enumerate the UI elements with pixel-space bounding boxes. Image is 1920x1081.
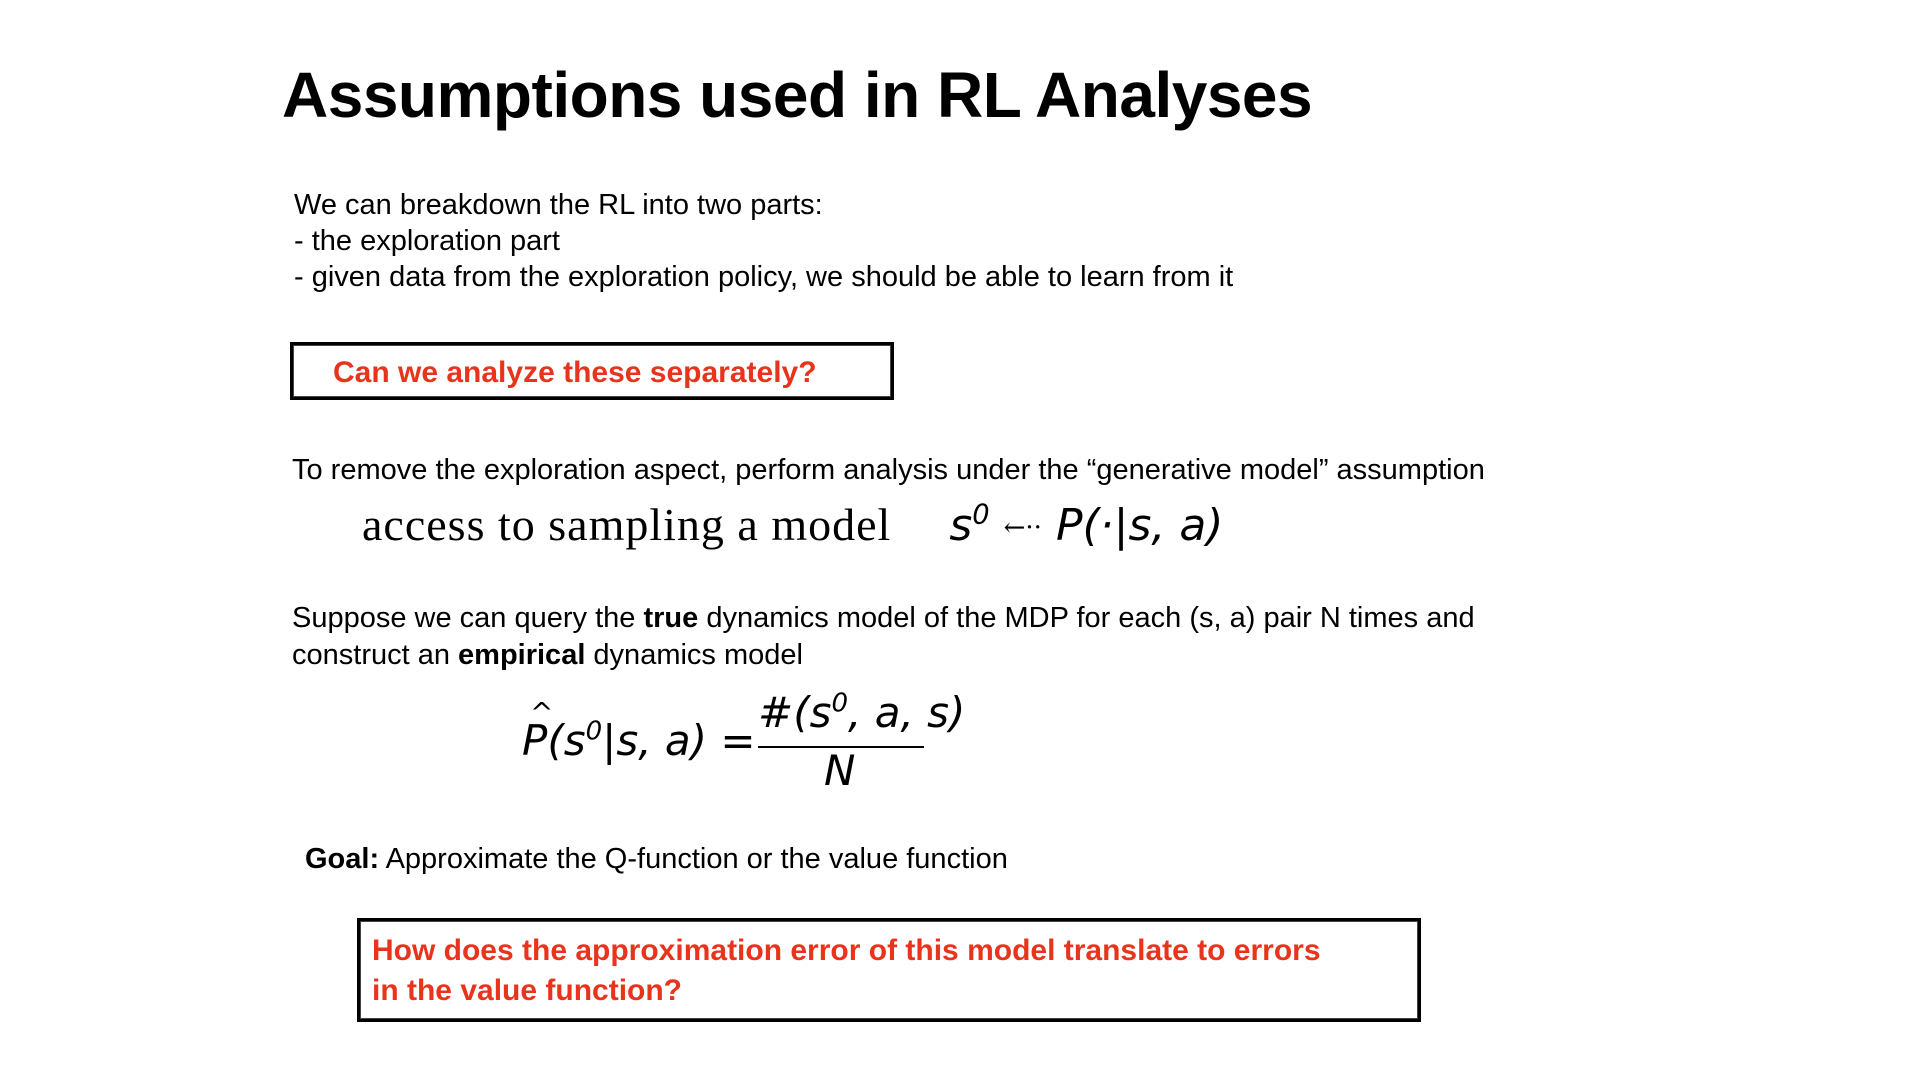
slide-title: Assumptions used in RL Analyses [282, 59, 1313, 131]
formula-denominator: N [824, 746, 856, 795]
callout-box-approximation-error [357, 918, 1421, 1022]
query-line2-pre: construct an [292, 639, 459, 671]
query-mid: dynamics model of the MDP for each (s, a) pair N times and [698, 602, 1475, 634]
query-bold-empirical: empirical [458, 639, 586, 671]
query-line2-post: dynamics model [585, 639, 803, 671]
query-bold-true: true [643, 602, 699, 634]
callout-text-approximation-error [372, 931, 1321, 1011]
formula-lhs-open: (s [547, 716, 586, 765]
numerator-superscript: 0 [831, 688, 849, 719]
callout-text-separately: Can we analyze these separately? [333, 356, 817, 389]
transition-distribution: P(·|s, a) [1055, 500, 1224, 551]
generative-model-text: To remove the exploration aspect, perform analysis under the “generative model” assumption [292, 454, 1485, 486]
goal-label: Goal: [305, 843, 380, 875]
next-state-s: s [949, 500, 973, 551]
callout2-line-1: How does the approximation error of this model translate to errors [372, 934, 1321, 967]
p-hat: ^ P [522, 716, 547, 765]
generative-formula-line [362, 498, 1223, 551]
query-line-1 [292, 600, 1475, 637]
sampling-arrow-icon: ←·· [1003, 513, 1042, 544]
goal-description: Approximate the Q-function or the value function [379, 843, 1008, 875]
query-line-2 [292, 637, 1475, 674]
formula-numerator [758, 688, 965, 737]
formula-lhs-superscript: 0 [585, 716, 603, 747]
callout2-line-2: in the value function? [372, 974, 683, 1007]
intro-line-3: - given data from the exploration policy, we should be able to learn from it [294, 261, 1234, 293]
intro-text [294, 187, 1233, 295]
formula-lhs-rest: |s, a) = [602, 716, 756, 765]
next-state-superscript: 0 [972, 499, 990, 531]
callout-box-separately [290, 342, 894, 400]
numerator-rest: , a, s) [848, 688, 966, 737]
empirical-model-formula [522, 688, 966, 798]
query-pre: Suppose we can query the [292, 602, 644, 634]
numerator-pre: #(s [758, 688, 832, 737]
intro-line-2: - the exploration part [294, 225, 560, 257]
goal-text [305, 843, 1008, 876]
next-state-symbol [949, 500, 989, 551]
query-paragraph [292, 600, 1475, 674]
access-text: access to sampling a model [362, 499, 892, 550]
intro-line-1: We can breakdown the RL into two parts: [294, 189, 823, 221]
formula-lhs [522, 716, 756, 765]
